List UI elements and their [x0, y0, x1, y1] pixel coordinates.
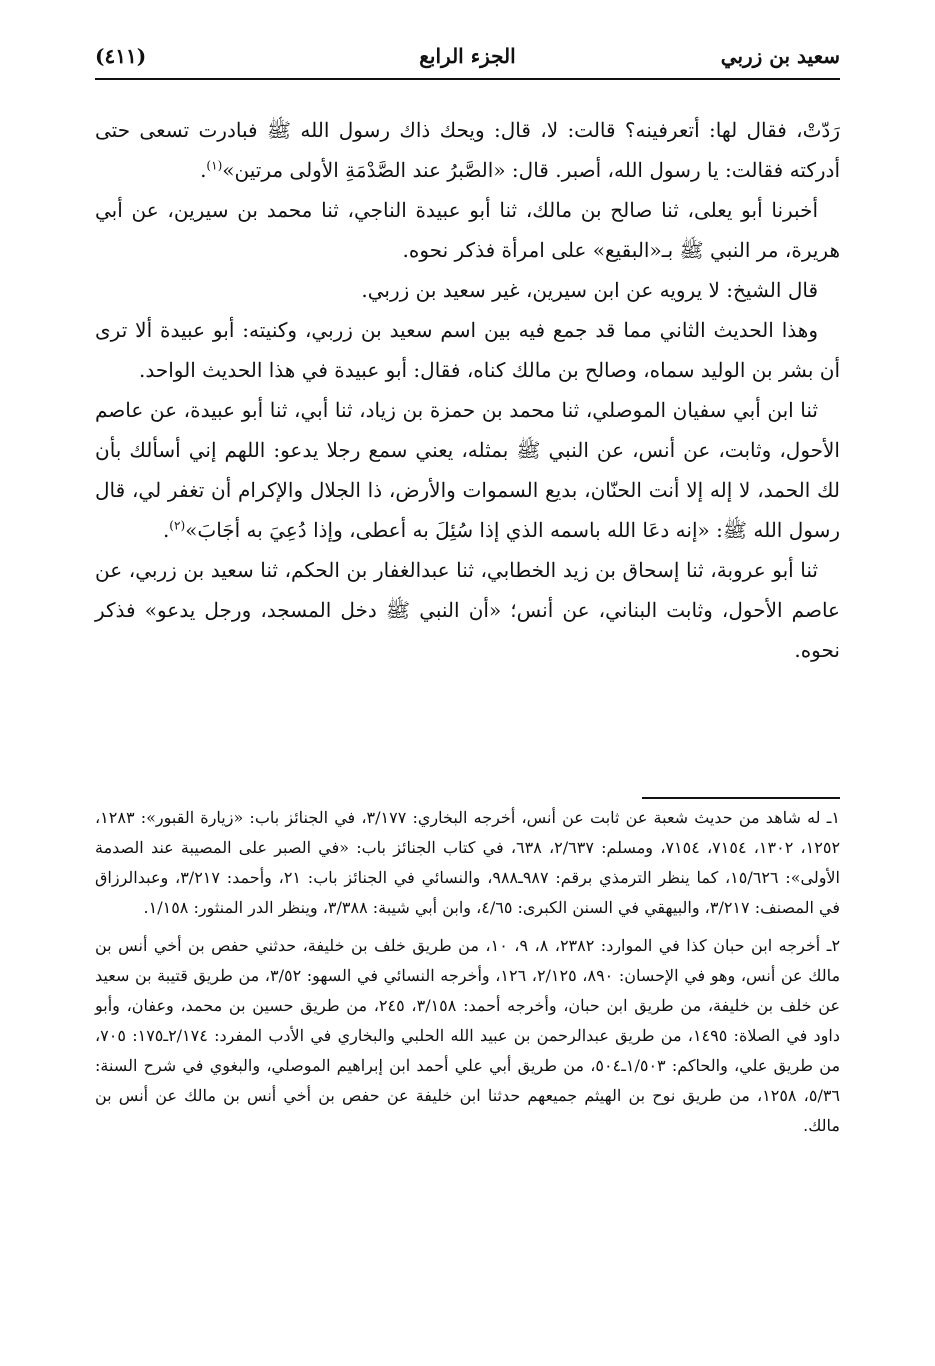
paragraph: أخبرنا أبو يعلى، ثنا صالح بن مالك، ثنا أبو عبيدة الناجي، ثنا محمد بن سيرين، عن أبي هريرة، مر النبي ﷺ بـ«البقيع» على امرأة فذكر نحوه.: [95, 198, 840, 262]
footnote-divider: [642, 797, 840, 799]
main-text: [95, 110, 840, 670]
footnote: ١ـ له شاهد من حديث شعبة عن ثابت عن أنس، أخرجه البخاري: ٣/١٧٧، في الجنائز باب: «زيارة القبور»: ١٢٨٣، ١٢٥٢، ١٣٠٢، ٧١٥٤، ٧١٥٤، ومسلم: ٢/٦٣٧، ٦٣٨، في كتاب الجنائز باب: «في الصبر على المصيبة عند الصدمة الأولى»: ١٥/٦٢٦، كما ينظر الترمذي برقم: ٩٨٧ـ٩٨٨، والنسائي في الجنائز باب: ٢١، وأحمد: ٣/٢١٧، وعبدالرزاق في المصنف: ٣/٢١٧، والبيهقي في السنن الكبرى: ٤/٦٥، وابن أبي شيبة: ٣/٣٨٨، وينظر الدر المنثور: ١/١٥٨.: [95, 808, 841, 917]
footnotes: [95, 803, 840, 1149]
paragraph: ثنا ابن أبي سفيان الموصلي، ثنا محمد بن حمزة بن زياد، ثنا أبي، ثنا أبو عبيدة، عن عاصم الأحول، وثابت، عن أنس، عن النبي ﷺ بمثله، يعني سمع رجلا يدعو: اللهم إني أسألك بأن لك الحمد، لا إله إلا أنت الحنّان، بديع السموات والأرض، ذا الجلال والإكرام أن تغفر لي، قال رسول الله ﷺ: «إنه دعَا الله باسمه الذي إذا سُئِلَ به أعطى، وإذا دُعِيَ به أجَابَ»$^{(٢)}$.: [95, 398, 840, 542]
volume-title: الجزء الرابع: [419, 44, 516, 68]
paragraph-text: رَدّتْ، فقال لها: أتعرفينه؟ قالت: لا، قال: ويحك ذاك رسول الله ﷺ فبادرت تسعى حتى أدركته فقالت: يا رسول الله، أصبر. قال: «الصَّبرُ عند الصَّدْمَةِ الأولى مرتين»: [95, 118, 840, 182]
footnote-marker: (١): [206, 158, 223, 173]
footnote-marker: (٢): [169, 518, 186, 533]
page-number: (٤١١): [95, 44, 147, 68]
paragraph: وهذا الحديث الثاني مما قد جمع فيه بين اسم سعيد بن زربي، وكنيته: أبو عبيدة ألا ترى أن بشر بن الوليد سماه، وصالح بن مالك كناه، فقال: أبو عبيدة في هذا الحديث الواحد.: [95, 318, 840, 382]
paragraph: ثنا أبو عروبة، ثنا إسحاق بن زيد الخطابي، ثنا عبدالغفار بن الحكم، ثنا سعيد بن زربي، عن عاصم الأحول، وثابت البناني، عن أنس؛ «أن النبي ﷺ دخل المسجد، ورجل يدعو» فذكر نحوه.: [95, 558, 840, 662]
paragraph: قال الشيخ: لا يرويه عن ابن سيرين، غير سعيد بن زربي.: [361, 278, 818, 302]
page-header: [95, 40, 840, 80]
paragraph-text: ثنا ابن أبي سفيان الموصلي، ثنا محمد بن حمزة بن زياد، ثنا أبي، ثنا أبو عبيدة، عن عاصم الأحول، وثابت، عن أنس، عن النبي ﷺ بمثله، يعني سمع رجلا يدعو: اللهم إني أسألك بأن لك الحمد، لا إله إلا أنت الحنّان، بديع السموات والأرض، ذا الجلال والإكرام أن تغفر لي، قال رسول الله ﷺ: «إنه دعَا الله باسمه الذي إذا سُئِلَ به أعطى، وإذا دُعِيَ به أجَابَ»: [95, 398, 840, 542]
paragraph: رَدّتْ، فقال لها: أتعرفينه؟ قالت: لا، قال: ويحك ذاك رسول الله ﷺ فبادرت تسعى حتى أدركته فقالت: يا رسول الله، أصبر. قال: «الصَّبرُ عند الصَّدْمَةِ الأولى مرتين»$^{(١)}$.: [95, 118, 840, 182]
chapter-title: سعيد بن زربي: [720, 44, 840, 68]
footnote: ٢ـ أخرجه ابن حبان كذا في الموارد: ٢٣٨٢، ٨، ٩، ١٠، من طريق خلف بن خليفة، حدثني حفص بن أخي أنس بن مالك عن أنس، وهو في الإحسان: ٨٩٠، ٢/١٢٥، ١٢٦، وأخرجه النسائي في السهو: ٣/٥٢، من طريق قتيبة بن سعيد عن خلف بن خليفة، من طريق ابن حبان، وأخرجه أحمد: ٣/١٥٨، ٢٤٥، من طريق حسين بن محمد، وعفان، وأبو داود في الصلاة: ١٤٩٥، من طريق عبدالرحمن بن عبيد الله الحلبي والبخاري في الأدب المفرد: ٢/١٧٤ـ١٧٥: ٧٠٥، من طريق علي، والحاكم: ١/٥٠٣ـ٥٠٤، من طريق أبي علي أحمد ابن إبراهيم الموصلي، والبغوي في شرح السنة: ٥/٣٦، ١٢٥٨، من طريق نوح بن الهيثم جميعهم حدثنا ابن خليفة عن حفص بن أخي أنس بن مالك عن أنس بن مالك.: [95, 936, 841, 1135]
